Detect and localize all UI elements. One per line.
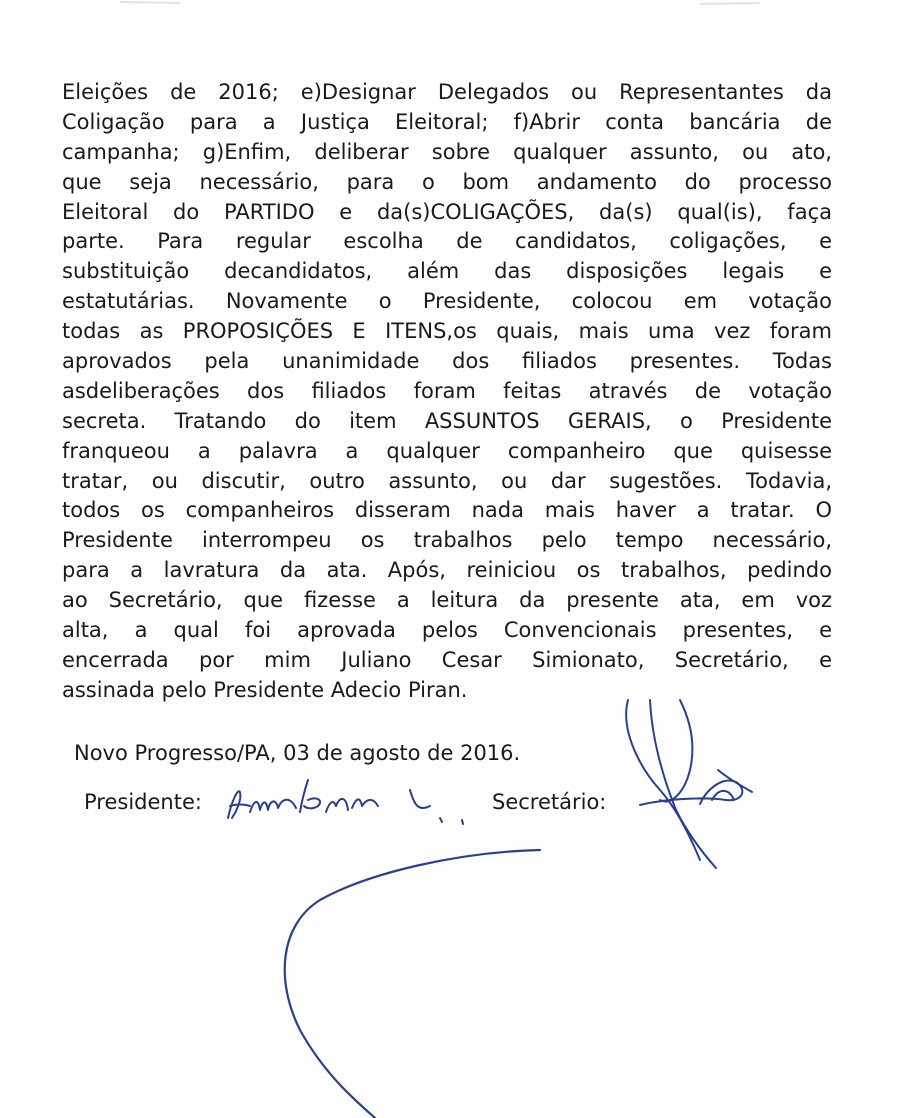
body-line: substituição decandidatos, além das disposições legais e <box>62 259 832 284</box>
body-line: Eleitoral do PARTIDO e da(s)COLIGAÇÕES, da(s) qual(is), faça <box>62 199 832 224</box>
body-line: secreta. Tratando do item ASSUNTOS GERAIS, o Presidente <box>62 408 832 433</box>
body-line: parte. Para regular escolha de candidatos, coligações, e <box>62 229 832 254</box>
body-line: franqueou a palavra a qualquer companheiro que quisesse <box>62 438 832 463</box>
body-line: que seja necessário, para o bom andamento do processo <box>62 169 832 194</box>
body-line: estatutárias. Novamente o Presidente, colocou em votação <box>62 289 832 314</box>
body-line: aprovados pela unanimidade dos filiados presentes. Todas <box>62 349 832 374</box>
body-line: ao Secretário, que fizesse a leitura da presente ata, em voz <box>62 588 832 613</box>
body-line: assinada pelo Presidente Adecio Piran. <box>62 677 468 702</box>
date-line: Novo Progresso/PA, 03 de agosto de 2016. <box>74 741 521 765</box>
secretary-signature <box>626 700 752 868</box>
body-line: Eleições de 2016; e)Designar Delegados ou Representantes da <box>62 80 832 104</box>
signature-curve-stroke <box>285 850 540 1118</box>
body-line: Coligação para a Justiça Eleitoral; f)Abrir conta bancária de <box>62 109 832 134</box>
body-line: Presidente interrompeu os trabalhos pelo tempo necessário, <box>62 528 832 553</box>
body-line: encerrada por mim Juliano Cesar Simionato, Secretário, e <box>62 647 832 672</box>
body-line: para a lavratura da ata. Após, reiniciou os trabalhos, pedindo <box>62 558 832 583</box>
body-line: campanha; g)Enfim, deliberar sobre qualquer assunto, ou ato, <box>62 139 832 164</box>
body-line: tratar, ou discutir, outro assunto, ou dar sugestões. Todavia, <box>62 468 832 493</box>
body-line: todos os companheiros disseram nada mais haver a tratar. O <box>62 498 832 523</box>
body-line: todas as PROPOSIÇÕES E ITENS,os quais, mais uma vez foram <box>62 319 832 344</box>
secretary-label: Secretário: <box>492 790 607 814</box>
president-signature <box>228 780 463 824</box>
president-label: Presidente: <box>84 790 202 814</box>
top-edge-marks <box>0 0 900 30</box>
body-paragraph <box>62 78 832 706</box>
body-line: asdeliberações dos filiados foram feitas através de votação <box>62 378 832 403</box>
body-line: alta, a qual foi aprovada pelos Convencionais presentes, e <box>62 618 832 643</box>
